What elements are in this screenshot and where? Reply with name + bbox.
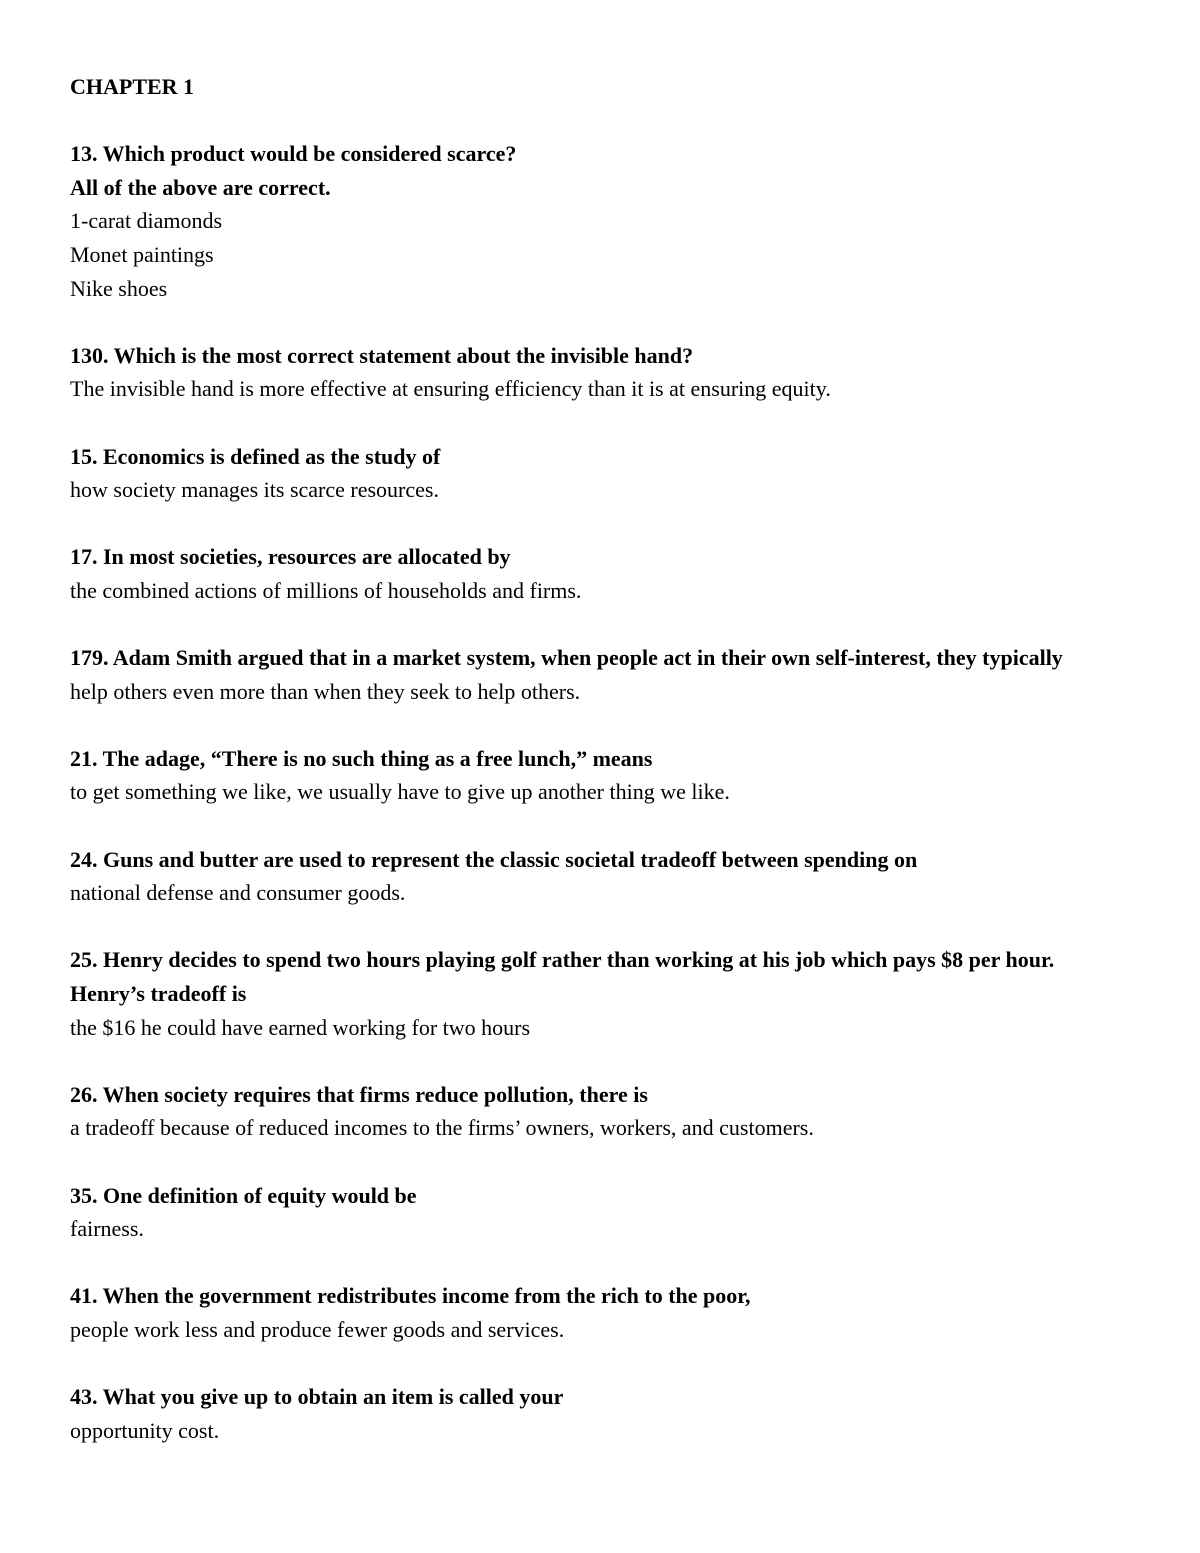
answer: The invisible hand is more effective at ensuring efficiency than it is at ensuring equity. — [70, 376, 831, 402]
question: 35. One definition of equity would be — [70, 1182, 417, 1208]
answer: people work less and produce fewer goods and services. — [70, 1316, 565, 1342]
answer: the $16 he could have earned working for two hours — [70, 1014, 531, 1040]
question: 130. Which is the most correct statement about the invisible hand? — [70, 342, 694, 368]
qa-item — [70, 843, 1130, 910]
qa-item — [70, 540, 1130, 607]
question: 26. When society requires that firms reduce pollution, there is — [70, 1081, 648, 1107]
qa-item — [70, 1078, 1130, 1145]
answer: national defense and consumer goods. — [70, 880, 406, 906]
qa-item — [70, 1179, 1130, 1246]
qa-item — [70, 742, 1130, 809]
answer: a tradeoff because of reduced incomes to the firms’ owners, workers, and customers. — [70, 1115, 814, 1141]
answer: Nike shoes — [70, 275, 168, 301]
qa-item — [70, 641, 1130, 708]
answer: to get something we like, we usually have to give up another thing we like. — [70, 779, 730, 805]
question: 179. Adam Smith argued that in a market system, when people act in their own self-interest, they typically — [70, 645, 1063, 671]
answer: Monet paintings — [70, 241, 214, 267]
answer-bold: All of the above are correct. — [70, 174, 331, 200]
answer: 1-carat diamonds — [70, 208, 223, 234]
qa-item — [70, 137, 1130, 305]
answer: help others even more than when they seek to help others. — [70, 678, 581, 704]
qa-item — [70, 943, 1130, 1044]
chapter-heading: CHAPTER 1 — [70, 74, 195, 99]
qa-item — [70, 440, 1130, 507]
answer: the combined actions of millions of households and firms. — [70, 577, 582, 603]
question: 24. Guns and butter are used to represent the classic societal tradeoff between spending on — [70, 846, 918, 872]
qa-item — [70, 339, 1130, 406]
qa-item — [70, 1279, 1130, 1346]
question: 15. Economics is defined as the study of — [70, 443, 441, 469]
qa-item — [70, 1380, 1130, 1447]
question: 21. The adage, “There is no such thing as a free lunch,” means — [70, 745, 653, 771]
question: 43. What you give up to obtain an item is called your — [70, 1384, 564, 1410]
answer: how society manages its scarce resources. — [70, 477, 439, 503]
document-content — [70, 70, 1130, 1481]
answer: opportunity cost. — [70, 1417, 220, 1443]
question: 17. In most societies, resources are allocated by — [70, 544, 511, 570]
question: 41. When the government redistributes income from the rich to the poor, — [70, 1283, 751, 1309]
answer: fairness. — [70, 1216, 144, 1242]
question: 13. Which product would be considered scarce? — [70, 141, 517, 167]
question: 25. Henry decides to spend two hours playing golf rather than working at his job which pays $8 per hour. Henry’s tradeoff is — [70, 947, 1060, 1007]
